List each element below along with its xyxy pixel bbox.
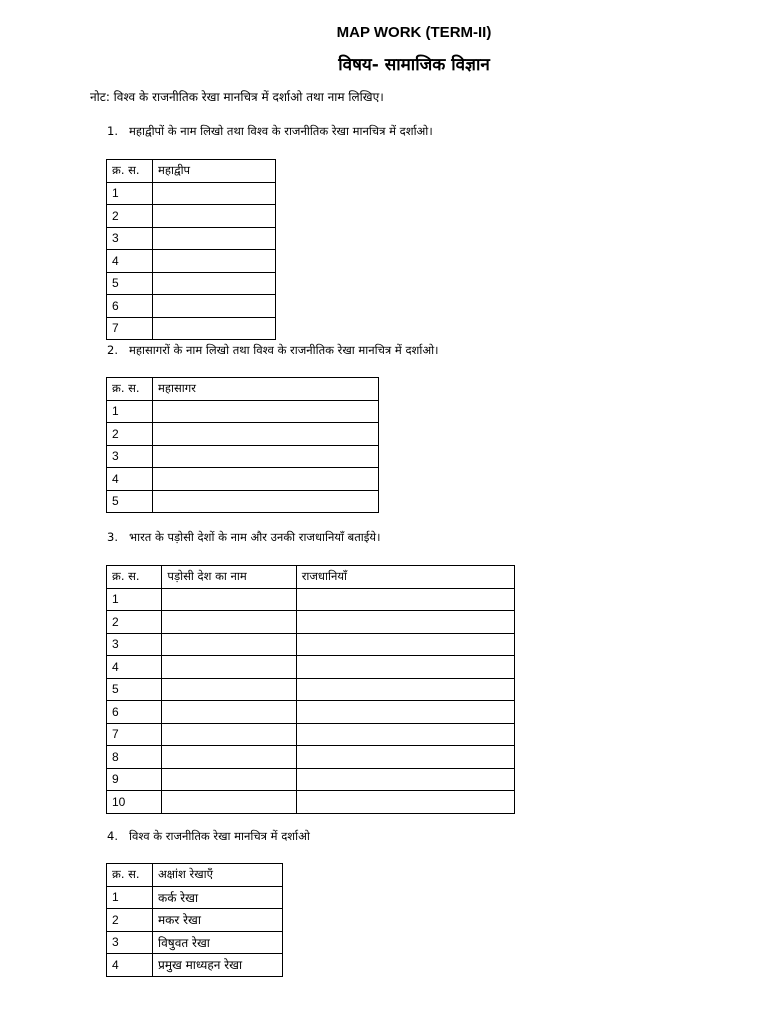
latitudes-table	[106, 863, 283, 977]
question-text: महासागरों के नाम लिखो तथा विश्व के राजनीतिक रेखा मानचित्र में दर्शाओ।	[129, 343, 439, 357]
answer-cell[interactable]	[153, 182, 276, 205]
subject-heading: विषय- सामाजिक विज्ञान	[338, 55, 490, 75]
answer-cell[interactable]	[296, 791, 514, 814]
serial-number-cell: 2	[107, 205, 153, 228]
answer-cell[interactable]	[153, 272, 276, 295]
table-row	[107, 250, 276, 273]
answer-cell[interactable]	[153, 205, 276, 228]
question-number: 2.	[107, 343, 118, 357]
question-number: 1.	[107, 124, 118, 138]
table-row	[107, 317, 276, 340]
serial-number-cell: 10	[107, 791, 162, 814]
column-header: राजधानियाँ	[296, 566, 514, 589]
answer-cell[interactable]	[296, 656, 514, 679]
answer-cell[interactable]	[296, 633, 514, 656]
question-number: 3.	[107, 530, 118, 544]
table-row	[107, 701, 515, 724]
table-row	[107, 295, 276, 318]
serial-number-cell: 1	[107, 886, 153, 909]
table-header-row	[107, 378, 379, 401]
serial-number-cell: 4	[107, 954, 153, 977]
answer-cell[interactable]	[153, 490, 379, 513]
table-row	[107, 611, 515, 634]
serial-number-cell: 2	[107, 611, 162, 634]
continents-table	[106, 159, 276, 340]
serial-number-cell: 3	[107, 227, 153, 250]
serial-number-cell: 7	[107, 317, 153, 340]
column-header: क्र. स.	[107, 864, 153, 887]
serial-number-cell: 6	[107, 295, 153, 318]
column-header: क्र. स.	[107, 378, 153, 401]
table-row	[107, 588, 515, 611]
table-row	[107, 931, 283, 954]
answer-cell[interactable]	[162, 588, 296, 611]
table-row	[107, 656, 515, 679]
table-row	[107, 423, 379, 446]
serial-number-cell: 8	[107, 746, 162, 769]
question-number: 4.	[107, 829, 118, 843]
table-header-row	[107, 864, 283, 887]
answer-cell[interactable]	[153, 295, 276, 318]
question-3	[107, 530, 380, 545]
question-4	[107, 829, 310, 844]
answer-cell[interactable]	[296, 768, 514, 791]
answer-cell[interactable]	[296, 611, 514, 634]
answer-cell[interactable]	[296, 701, 514, 724]
answer-cell[interactable]	[153, 445, 379, 468]
table-row	[107, 723, 515, 746]
table-header-row	[107, 160, 276, 183]
serial-number-cell: 4	[107, 656, 162, 679]
serial-number-cell: 3	[107, 931, 153, 954]
answer-cell[interactable]	[153, 468, 379, 491]
table-row	[107, 633, 515, 656]
answer-cell[interactable]	[162, 723, 296, 746]
answer-cell[interactable]	[162, 701, 296, 724]
serial-number-cell: 6	[107, 701, 162, 724]
table-row	[107, 445, 379, 468]
answer-cell[interactable]	[153, 423, 379, 446]
answer-cell[interactable]	[162, 768, 296, 791]
table-row	[107, 490, 379, 513]
table-row	[107, 182, 276, 205]
answer-cell[interactable]	[296, 723, 514, 746]
answer-cell[interactable]: प्रमुख माध्यहन रेखा	[153, 954, 283, 977]
table-header-row	[107, 566, 515, 589]
instruction-note: नोट: विश्व के राजनीतिक रेखा मानचित्र में दर्शाओ तथा नाम लिखिए।	[90, 90, 384, 104]
answer-cell[interactable]	[162, 678, 296, 701]
answer-cell[interactable]	[296, 588, 514, 611]
answer-cell[interactable]	[162, 791, 296, 814]
column-header: पड़ोसी देश का नाम	[162, 566, 296, 589]
answer-cell[interactable]	[296, 746, 514, 769]
serial-number-cell: 5	[107, 272, 153, 295]
column-header: महासागर	[153, 378, 379, 401]
table-row	[107, 400, 379, 423]
answer-cell[interactable]: मकर रेखा	[153, 909, 283, 932]
column-header: क्र. स.	[107, 566, 162, 589]
serial-number-cell: 7	[107, 723, 162, 746]
question-text: महाद्वीपों के नाम लिखो तथा विश्व के राजनीतिक रेखा मानचित्र में दर्शाओ।	[129, 124, 433, 138]
serial-number-cell: 3	[107, 445, 153, 468]
serial-number-cell: 3	[107, 633, 162, 656]
column-header: अक्षांश रेखाएँ	[153, 864, 283, 887]
column-header: महाद्वीप	[153, 160, 276, 183]
serial-number-cell: 5	[107, 490, 153, 513]
table-row	[107, 468, 379, 491]
answer-cell[interactable]	[162, 611, 296, 634]
answer-cell[interactable]	[153, 227, 276, 250]
serial-number-cell: 1	[107, 400, 153, 423]
serial-number-cell: 1	[107, 588, 162, 611]
column-header: क्र. स.	[107, 160, 153, 183]
table-row	[107, 746, 515, 769]
oceans-table	[106, 377, 379, 513]
question-text: भारत के पड़ोसी देशों के नाम और उनकी राजधानियाँ बताईये।	[129, 530, 381, 544]
answer-cell[interactable]	[153, 317, 276, 340]
table-row	[107, 272, 276, 295]
table-row	[107, 791, 515, 814]
question-1	[107, 124, 433, 139]
neighbouring-countries-table	[106, 565, 515, 814]
answer-cell[interactable]: विषुवत रेखा	[153, 931, 283, 954]
table-row	[107, 205, 276, 228]
serial-number-cell: 1	[107, 182, 153, 205]
table-row	[107, 227, 276, 250]
document-title: MAP WORK (TERM-II)	[336, 24, 492, 41]
serial-number-cell: 4	[107, 250, 153, 273]
serial-number-cell: 5	[107, 678, 162, 701]
answer-cell[interactable]	[162, 746, 296, 769]
table-row	[107, 954, 283, 977]
answer-cell[interactable]	[162, 656, 296, 679]
serial-number-cell: 2	[107, 909, 153, 932]
question-text: विश्व के राजनीतिक रेखा मानचित्र में दर्शाओ	[129, 829, 310, 843]
question-2	[107, 343, 438, 358]
answer-cell[interactable]	[153, 400, 379, 423]
table-row	[107, 886, 283, 909]
table-row	[107, 678, 515, 701]
answer-cell[interactable]	[296, 678, 514, 701]
table-row	[107, 909, 283, 932]
table-row	[107, 768, 515, 791]
answer-cell[interactable]	[162, 633, 296, 656]
answer-cell[interactable]	[153, 250, 276, 273]
serial-number-cell: 4	[107, 468, 153, 491]
serial-number-cell: 2	[107, 423, 153, 446]
answer-cell[interactable]: कर्क रेखा	[153, 886, 283, 909]
serial-number-cell: 9	[107, 768, 162, 791]
